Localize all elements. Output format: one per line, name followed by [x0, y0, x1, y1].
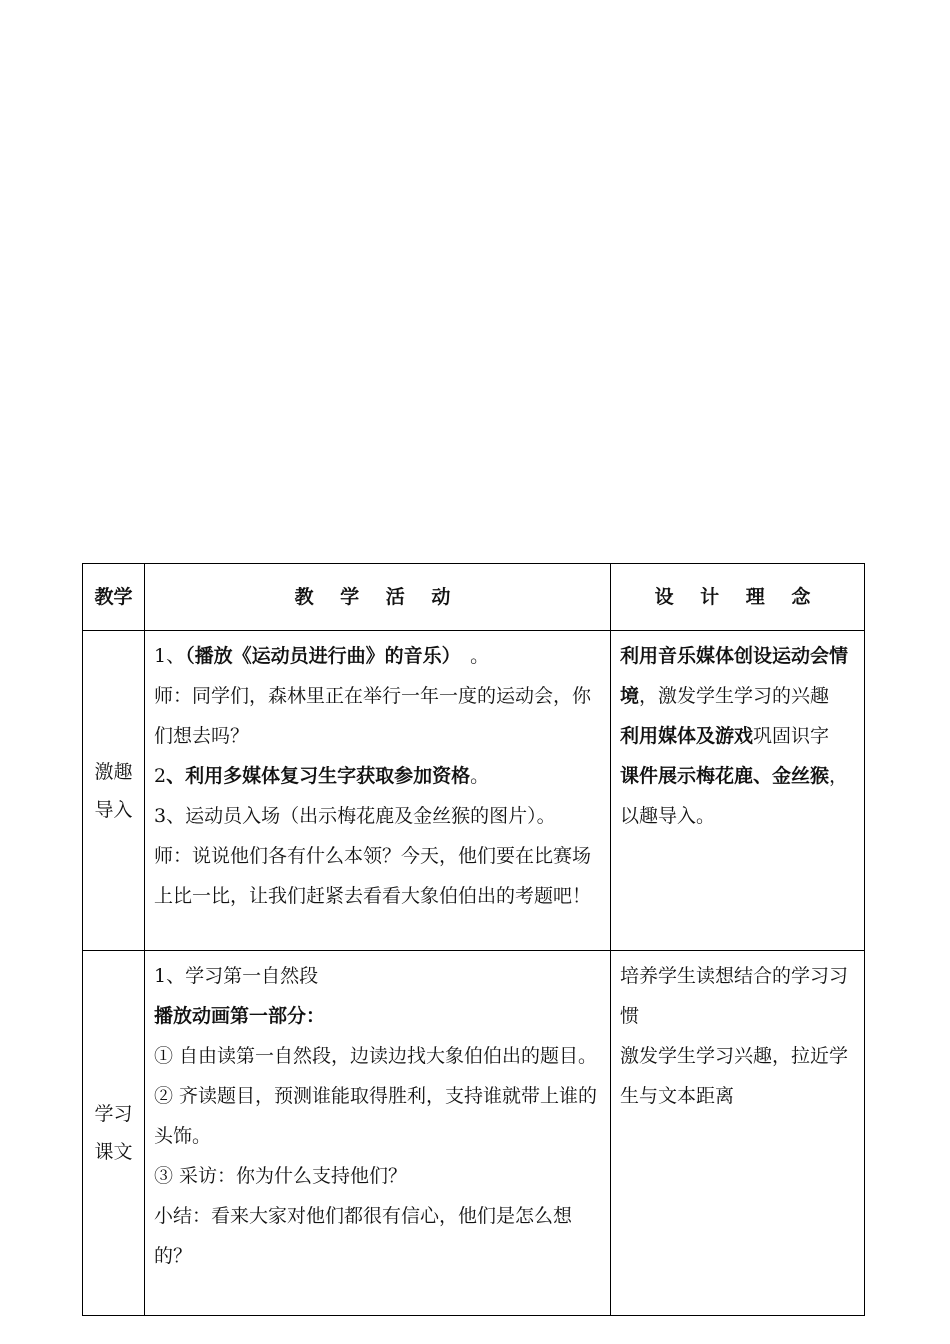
- header-concept: 设 计 理 念: [611, 564, 865, 631]
- concept-line: 培养学生读想结合的学习习惯: [620, 965, 849, 1027]
- table-row: [83, 631, 865, 951]
- activity-line: 小结：看来大家对他们都很有信心，他们是怎么想的？: [154, 1205, 573, 1267]
- concept-line: 利用音乐媒体创设运动会情境，激发学生学习的兴趣: [620, 645, 849, 707]
- activity-line: 师：同学们，森林里正在举行一年一度的运动会，你们想去吗？: [154, 685, 592, 747]
- header-activity: 教 学 活 动: [145, 564, 611, 631]
- stage-label: 激趣: [94, 760, 133, 783]
- table-row: [83, 951, 865, 1316]
- stage-label: 学习: [94, 1103, 133, 1125]
- lesson-plan-table: [82, 563, 865, 1316]
- activity-line: 3、运动员入场（出示梅花鹿及金丝猴的图片）。: [154, 805, 556, 827]
- activity-line: 1、学习第一自然段: [154, 965, 319, 987]
- stage-label: 课文: [94, 1141, 133, 1163]
- header-stage: 教学: [83, 564, 145, 631]
- stage-label: 导入: [94, 798, 133, 821]
- activity-cell: [145, 951, 611, 1316]
- activity-line: 1、（播放《运动员进行曲》的音乐） 。: [154, 645, 490, 667]
- table-header-row: [83, 564, 865, 631]
- concept-cell: [611, 951, 865, 1316]
- stage-cell: [83, 631, 145, 951]
- activity-line: ① 自由读第一自然段，边读边找大象伯伯出的题目。: [154, 1045, 598, 1067]
- activity-line: ③ 采访：你为什么支持他们？: [154, 1165, 408, 1187]
- activity-line: 2、利用多媒体复习生字获取参加资格。: [154, 765, 490, 787]
- activity-line: 师：说说他们各有什么本领？今天，他们要在比赛场上比一比，让我们赶紧去看看大象伯伯出的考题吧！: [154, 845, 592, 907]
- concept-cell: [611, 631, 865, 951]
- stage-cell: [83, 951, 145, 1316]
- concept-line: 课件展示梅花鹿、金丝猴，以趣导入。: [620, 765, 849, 827]
- concept-line: 激发学生学习兴趣，拉近学生与文本距离: [620, 1045, 849, 1107]
- concept-line: 利用媒体及游戏巩固识字: [620, 725, 830, 747]
- activity-line: 播放动画第一部分：: [154, 1005, 326, 1027]
- activity-cell: [145, 631, 611, 951]
- activity-line: ② 齐读题目，预测谁能取得胜利，支持谁就带上谁的头饰。: [154, 1085, 598, 1147]
